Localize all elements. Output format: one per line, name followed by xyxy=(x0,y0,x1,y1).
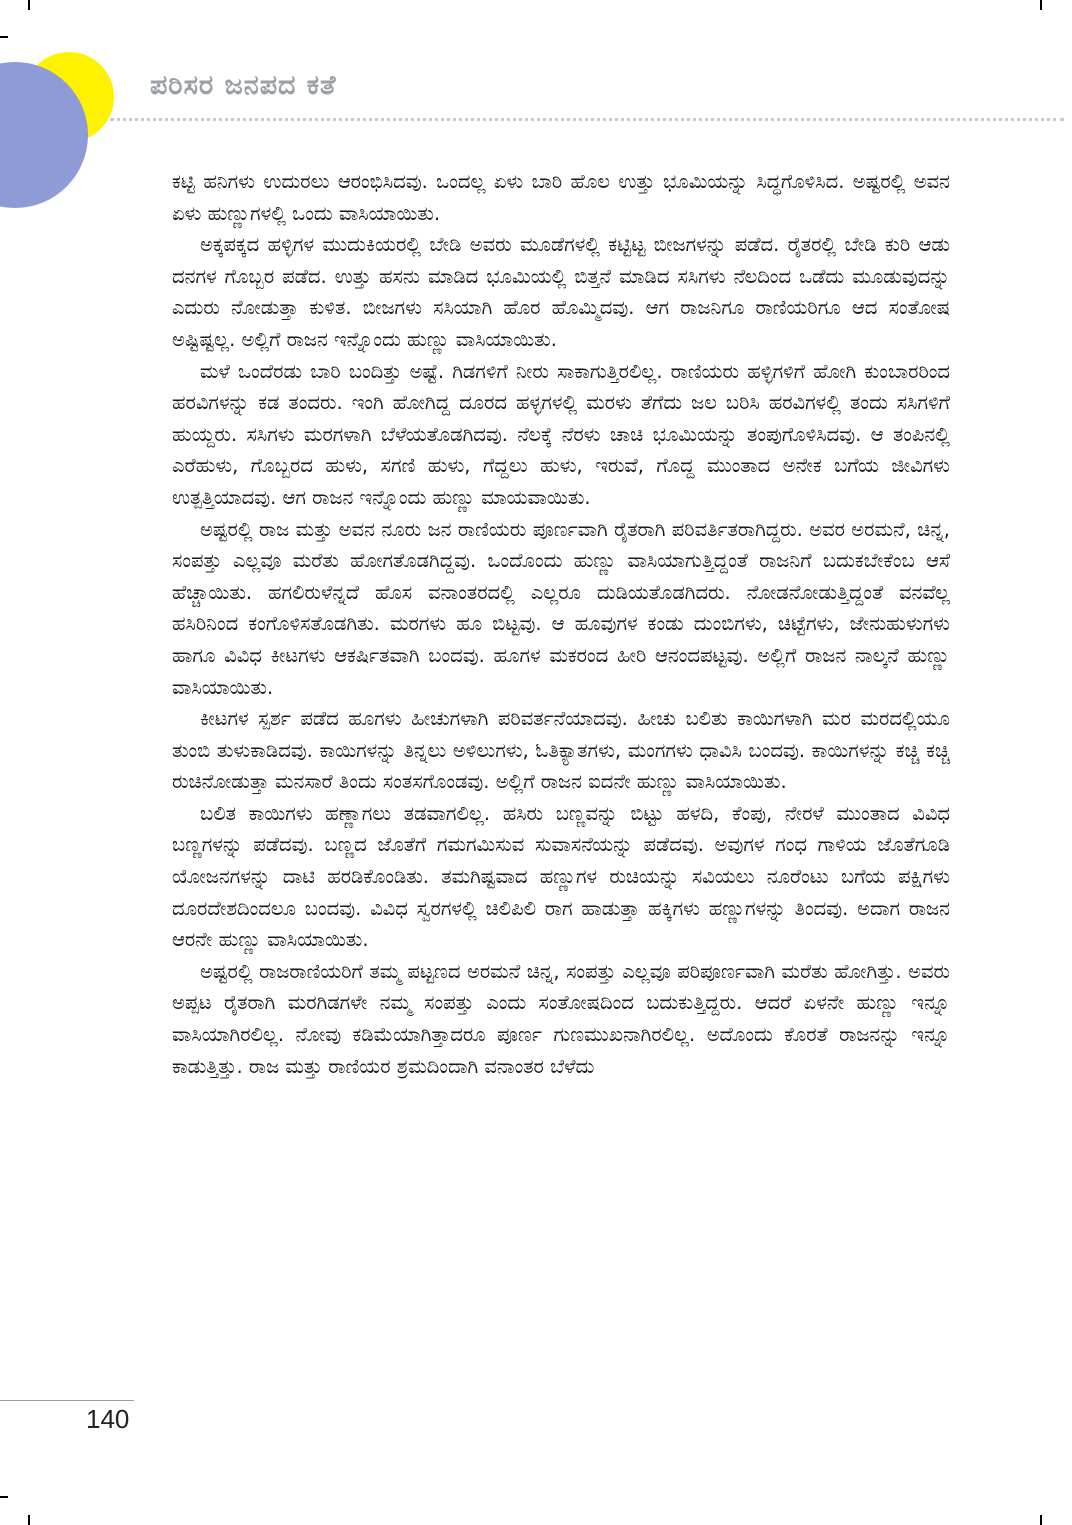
crop-mark xyxy=(0,1496,8,1498)
page-number: 140 xyxy=(86,1404,130,1434)
footer-rule xyxy=(0,1400,134,1401)
paragraph: ಮಳೆ ಒಂದೆರಡು ಬಾರಿ ಬಂದಿತ್ತು ಅಷ್ಟೆ. ಗಿಡಗಳಿಗೆ ನೀರು ಸಾಕಾಗುತ್ತಿರಲಿಲ್ಲ. ರಾಣಿಯರು ಹಳ್ಳಿಗಳಿಗೆ ಹೋಗಿ ಕುಂಬಾರರಿಂದ ಹರವಿಗಳನ್ನು ಕಡ ತಂದರು. ಇಂಗಿ ಹೋಗಿದ್ದ ದೂರದ ಹಳ್ಳಗಳಲ್ಲಿ ಮರಳು ತೆಗೆದು ಜಲ ಬರಿಸಿ ಹರವಿಗಳಲ್ಲಿ ತಂದು ಸಸಿಗಳಿಗೆ ಹುಯ್ದರು. ಸಸಿಗಳು ಮರಗಳಾಗಿ ಬೆಳೆಯತೊಡಗಿದವು. ನೆಲಕ್ಕೆ ನೆರಳು ಚಾಚಿ ಭೂಮಿಯನ್ನು ತಂಪುಗೊಳಿಸಿದವು. ಆ ತಂಪಿನಲ್ಲಿ ಎರೆಹುಳು, ಗೊಬ್ಬರದ ಹುಳು, ಸಗಣಿ ಹುಳು, ಗೆದ್ದಲು ಹುಳು, ಇರುವೆ, ಗೊದ್ದ ಮುಂತಾದ ಅನೇಕ ಬಗೆಯ ಜೀವಿಗಳು ಉತ್ಪತ್ತಿಯಾದವು. ಆಗ ರಾಜನ ಇನ್ನೊಂದು ಹುಣ್ಣು ಮಾಯವಾಯಿತು. xyxy=(172,359,950,509)
crop-mark xyxy=(28,1515,30,1525)
paragraph: ಅಷ್ಟರಲ್ಲಿ ರಾಜರಾಣಿಯರಿಗೆ ತಮ್ಮ ಪಟ್ಟಣದ ಅರಮನೆ ಚಿನ್ನ, ಸಂಪತ್ತು ಎಲ್ಲವೂ ಪರಿಪೂರ್ಣವಾಗಿ ಮರೆತು ಹೋಗಿತ್ತು. ಅವರು ಅಪ್ಪಟ ರೈತರಾಗಿ ಮರಗಿಡಗಳೇ ನಮ್ಮ ಸಂಪತ್ತು ಎಂದು ಸಂತೋಷದಿಂದ ಬದುಕುತ್ತಿದ್ದರು. ಆದರೆ ಏಳನೇ ಹುಣ್ಣು ಇನ್ನೂ ವಾಸಿಯಾಗಿರಲಿಲ್ಲ. ನೋವು ಕಡಿಮೆಯಾಗಿತ್ತಾದರೂ ಪೂರ್ಣ ಗುಣಮುಖನಾಗಿರಲಿಲ್ಲ. ಅದೊಂದು ಕೊರತೆ ರಾಜನನ್ನು ಇನ್ನೂ ಕಾಡುತ್ತಿತ್ತು. ರಾಜ ಮತ್ತು ರಾಣಿಯರ ಶ್ರಮದಿಂದಾಗಿ ವನಾಂತರ ಬೆಳೆದು xyxy=(172,959,950,1078)
paragraph: ಅಕ್ಕಪಕ್ಕದ ಹಳ್ಳಿಗಳ ಮುದುಕಿಯರಲ್ಲಿ ಬೇಡಿ ಅವರು ಮೂಡೆಗಳಲ್ಲಿ ಕಟ್ಟಿಟ್ಟ ಬೀಜಗಳನ್ನು ಪಡೆದ. ರೈತರಲ್ಲಿ ಬೇಡಿ ಕುರಿ ಆಡು ದನಗಳ ಗೊಬ್ಬರ ಪಡೆದ. ಉತ್ತು ಹಸನು ಮಾಡಿದ ಭೂಮಿಯಲ್ಲಿ ಬಿತ್ತನೆ ಮಾಡಿದ ಸಸಿಗಳು ನೆಲದಿಂದ ಒಡೆದು ಮೂಡುವುದನ್ನು ಎದುರು ನೋಡುತ್ತಾ ಕುಳಿತ. ಬೀಜಗಳು ಸಸಿಯಾಗಿ ಹೊರ ಹೊಮ್ಮಿದವು. ಆಗ ರಾಜನಿಗೂ ರಾಣಿಯರಿಗೂ ಆದ ಸಂತೋಷ ಅಷ್ಟಿಷ್ಟಲ್ಲ. ಅಲ್ಲಿಗೆ ರಾಜನ ಇನ್ನೊಂದು ಹುಣ್ಣು ವಾಸಿಯಾಯಿತು. xyxy=(172,233,950,351)
decorative-circles xyxy=(0,0,140,220)
paragraph: ಕೀಟಗಳ ಸ್ಪರ್ಶ ಪಡೆದ ಹೂಗಳು ಹೀಚುಗಳಾಗಿ ಪರಿವರ್ತನೆಯಾದವು. ಹೀಚು ಬಲಿತು ಕಾಯಿಗಳಾಗಿ ಮರ ಮರದಲ್ಲಿಯೂ ತುಂಬಿ ತುಳುಕಾಡಿದವು. ಕಾಯಿಗಳನ್ನು ತಿನ್ನಲು ಅಳಿಲುಗಳು, ಓತಿಕ್ಯಾತಗಳು, ಮಂಗಗಳು ಧಾವಿಸಿ ಬಂದವು. ಕಾಯಿಗಳನ್ನು ಕಚ್ಚಿ ಕಚ್ಚಿ ರುಚಿನೋಡುತ್ತಾ ಮನಸಾರೆ ತಿಂದು ಸಂತಸಗೊಂಡವು. ಅಲ್ಲಿಗೆ ರಾಜನ ಐದನೇ ಹುಣ್ಣು ವಾಸಿಯಾಯಿತು. xyxy=(172,707,950,794)
paragraph: ಅಷ್ಟರಲ್ಲಿ ರಾಜ ಮತ್ತು ಅವನ ನೂರು ಜನ ರಾಣಿಯರು ಪೂರ್ಣವಾಗಿ ರೈತರಾಗಿ ಪರಿವರ್ತಿತರಾಗಿದ್ದರು. ಅವರ ಅರಮನೆ, ಚಿನ್ನ, ಸಂಪತ್ತು ಎಲ್ಲವೂ ಮರೆತು ಹೋಗತೊಡಗಿದ್ದವು. ಒಂದೊಂದು ಹುಣ್ಣು ವಾಸಿಯಾಗುತ್ತಿದ್ದಂತೆ ರಾಜನಿಗೆ ಬದುಕಬೇಕೆಂಬ ಆಸೆ ಹೆಚ್ಚಾಯಿತು. ಹಗಲಿರುಳೆನ್ನದೆ ಹೊಸ ವನಾಂತರದಲ್ಲಿ ಎಲ್ಲರೂ ದುಡಿಯತೊಡಗಿದರು. ನೋಡನೋಡುತ್ತಿದ್ದಂತೆ ವನವೆಲ್ಲ ಹಸಿರಿನಿಂದ ಕಂಗೊಳಿಸತೊಡಗಿತು. ಮರಗಳು ಹೂ ಬಿಟ್ಟವು. ಆ ಹೂವುಗಳ ಕಂಡು ದುಂಬಿಗಳು, ಚಿಟ್ಟೆಗಳು, ಜೇನುಹುಳುಗಳು ಹಾಗೂ ವಿವಿಧ ಕೀಟಗಳು ಆಕರ್ಷಿತವಾಗಿ ಬಂದವು. ಹೂಗಳ ಮಕರಂದ ಹೀರಿ ಆನಂದಪಟ್ಟವು. ಅಲ್ಲಿಗೆ ರಾಜನ ನಾಲ್ಕನೆ ಹುಣ್ಣು ವಾಸಿಯಾಯಿತು. xyxy=(172,517,950,699)
running-header-title: ಪರಿಸರ ಜನಪದ ಕತೆ xyxy=(150,70,337,101)
body-text xyxy=(172,166,950,1082)
crop-mark xyxy=(1040,0,1042,10)
paragraph: ಬಲಿತ ಕಾಯಿಗಳು ಹಣ್ಣಾಗಲು ತಡವಾಗಲಿಲ್ಲ. ಹಸಿರು ಬಣ್ಣವನ್ನು ಬಿಟ್ಟು ಹಳದಿ, ಕೆಂಪು, ನೇರಳೆ ಮುಂತಾದ ವಿವಿಧ ಬಣ್ಣಗಳನ್ನು ಪಡೆದವು. ಬಣ್ಣದ ಜೊತೆಗೆ ಗಮಗಮಿಸುವ ಸುವಾಸನೆಯನ್ನು ಪಡೆದವು. ಅವುಗಳ ಗಂಧ ಗಾಳಿಯ ಜೊತೆಗೂಡಿ ಯೋಜನಗಳನ್ನು ದಾಟಿ ಹರಡಿಕೊಂಡಿತು. ತಮಗಿಷ್ಟವಾದ ಹಣ್ಣುಗಳ ರುಚಿಯನ್ನು ಸವಿಯಲು ನೂರೆಂಟು ಬಗೆಯ ಪಕ್ಷಿಗಳು ದೂರದೇಶದಿಂದಲೂ ಬಂದವು. ವಿವಿಧ ಸ್ವರಗಳಲ್ಲಿ ಚಿಲಿಪಿಲಿ ರಾಗ ಹಾಡುತ್ತಾ ಹಕ್ಕಿಗಳು ಹಣ್ಣುಗಳನ್ನು ತಿಂದವು. ಅದಾಗ ರಾಜನ ಆರನೇ ಹುಣ್ಣು ವಾಸಿಯಾಯಿತು. xyxy=(172,801,950,952)
paragraph: ಕಟ್ಟಿ ಹನಿಗಳು ಉದುರಲು ಆರಂಭಿಸಿದವು. ಒಂದಲ್ಲ ಏಳು ಬಾರಿ ಹೊಲ ಉತ್ತು ಭೂಮಿಯನ್ನು ಸಿದ್ಧಗೊಳಿಸಿದ. ಅಷ್ಟರಲ್ಲಿ ಅವನ ಏಳು ಹುಣ್ಣುಗಳಲ್ಲಿ ಒಂದು ವಾಸಿಯಾಯಿತು. xyxy=(172,170,950,225)
header-dotted-rule xyxy=(110,118,1064,121)
crop-mark xyxy=(1040,1515,1042,1525)
